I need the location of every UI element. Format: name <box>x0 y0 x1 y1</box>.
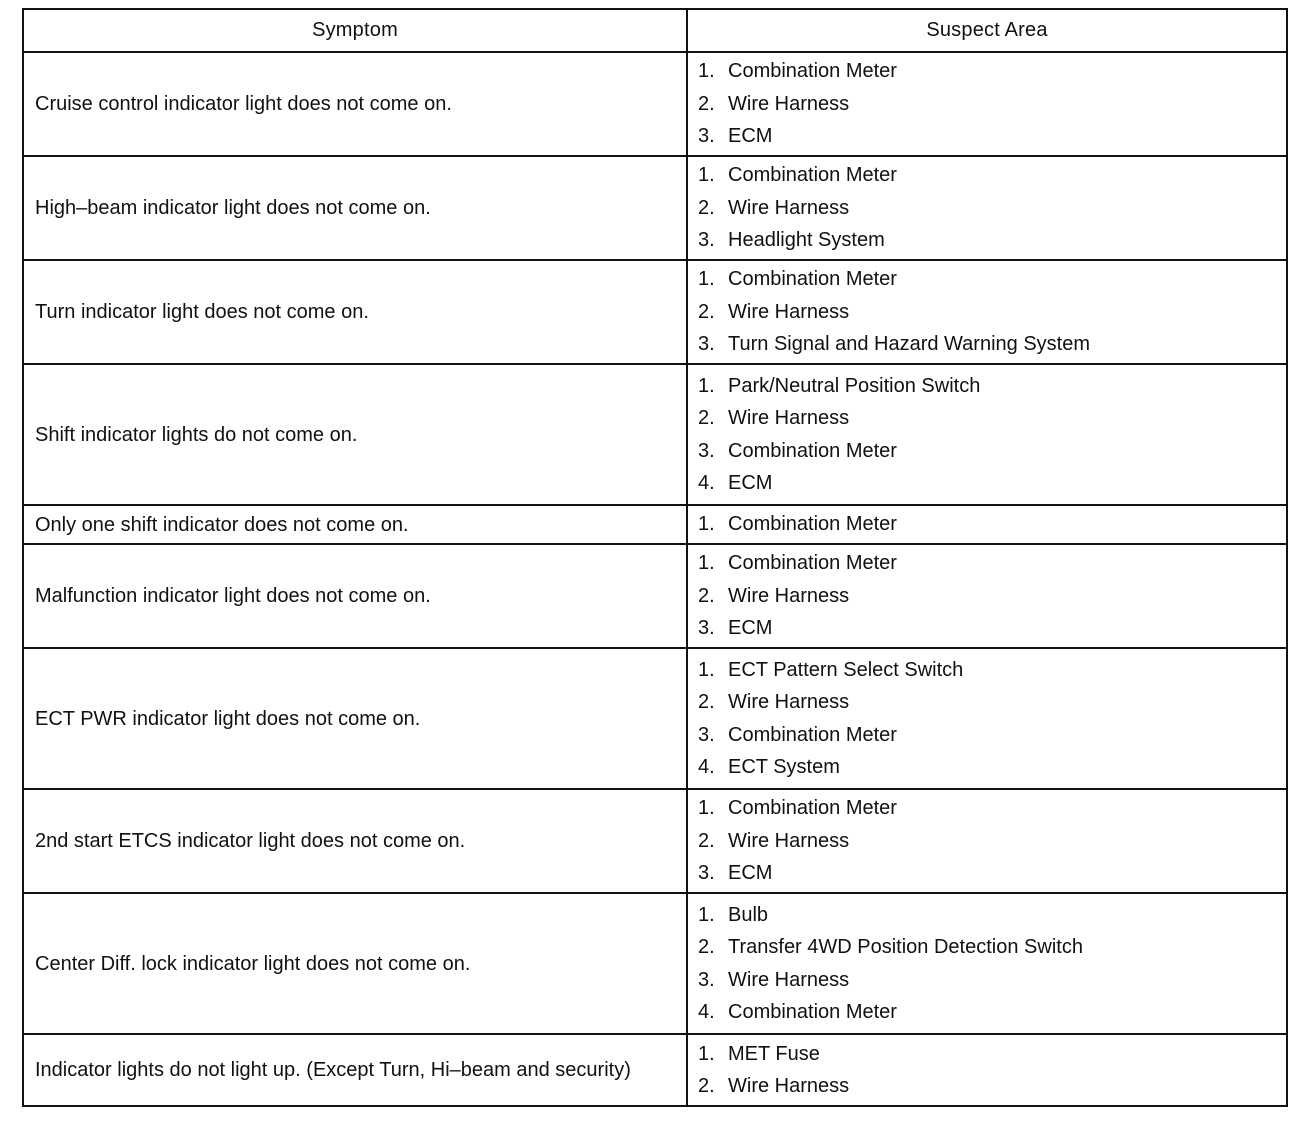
symptom-cell: Indicator lights do not light up. (Except Turn, Hi–beam and security) <box>23 1034 687 1106</box>
suspect-text: ECT Pattern Select Switch <box>728 658 964 681</box>
suspect-text: Wire Harness <box>728 407 850 429</box>
troubleshooting-sheet <box>22 8 1286 1107</box>
table-row <box>23 156 1287 260</box>
suspect-text: Headlight System <box>728 229 885 252</box>
suspect-number: 3. <box>698 229 715 252</box>
suspect-area-cell <box>687 893 1287 1034</box>
suspect-list <box>698 792 1286 890</box>
suspect-number: 1. <box>698 658 715 681</box>
suspect-text: Turn Signal and Hazard Warning System <box>728 333 1091 356</box>
suspect-number: 3. <box>698 333 715 356</box>
suspect-item <box>698 547 1286 580</box>
suspect-item <box>698 224 1286 257</box>
suspect-text: Wire Harness <box>728 196 850 219</box>
suspect-text: Combination Meter <box>728 60 897 83</box>
suspect-item <box>698 435 1286 468</box>
suspect-list <box>698 508 1286 541</box>
suspect-area-cell <box>687 505 1287 544</box>
symptom-cell: Only one shift indicator does not come on. <box>23 505 687 544</box>
suspect-text: Park/Neutral Position Switch <box>728 374 981 397</box>
table-row <box>23 52 1287 156</box>
suspect-number: 2. <box>698 92 715 115</box>
table-row <box>23 1034 1287 1106</box>
suspect-area-cell <box>687 156 1287 260</box>
suspect-item <box>698 719 1286 752</box>
suspect-item <box>698 263 1286 296</box>
suspect-text: ECT System <box>728 756 840 778</box>
suspect-item <box>698 508 1286 541</box>
suspect-text: ECM <box>728 472 773 494</box>
suspect-item <box>698 467 1286 500</box>
suspect-number: 1. <box>698 164 715 187</box>
suspect-number: 2. <box>698 691 715 713</box>
suspect-item <box>698 686 1286 719</box>
suspect-text: Combination Meter <box>728 723 897 746</box>
suspect-number: 1. <box>698 1042 715 1065</box>
table-row <box>23 260 1287 364</box>
suspect-text: Wire Harness <box>728 691 850 713</box>
suspect-text: Transfer 4WD Position Detection Switch <box>728 936 1083 958</box>
suspect-text: Combination Meter <box>728 439 897 462</box>
table-body <box>23 52 1287 1106</box>
suspect-text: Combination Meter <box>728 797 897 820</box>
suspect-item <box>698 192 1286 225</box>
suspect-list <box>698 263 1286 361</box>
suspect-item <box>698 1038 1286 1071</box>
suspect-item <box>698 55 1286 88</box>
suspect-number: 3. <box>698 439 715 462</box>
suspect-item <box>698 159 1286 192</box>
suspect-number: 3. <box>698 125 715 148</box>
suspect-text: Wire Harness <box>728 968 850 991</box>
suspect-item <box>698 751 1286 784</box>
table-row <box>23 544 1287 648</box>
suspect-area-cell <box>687 789 1287 893</box>
suspect-item <box>698 857 1286 890</box>
suspect-area-cell <box>687 1034 1287 1106</box>
suspect-number: 2. <box>698 1075 715 1097</box>
suspect-number: 3. <box>698 723 715 746</box>
suspect-number: 1. <box>698 552 715 575</box>
suspect-text: Wire Harness <box>728 1075 850 1097</box>
suspect-item <box>698 792 1286 825</box>
suspect-item <box>698 88 1286 121</box>
suspect-text: Wire Harness <box>728 584 850 607</box>
suspect-number: 3. <box>698 617 715 640</box>
suspect-text: Combination Meter <box>728 513 897 536</box>
suspect-text: Wire Harness <box>728 300 850 323</box>
table-row <box>23 505 1287 544</box>
suspect-number: 2. <box>698 407 715 429</box>
suspect-item <box>698 654 1286 687</box>
table-row <box>23 364 1287 505</box>
symptom-cell: Center Diff. lock indicator light does not come on. <box>23 893 687 1034</box>
suspect-number: 1. <box>698 903 715 926</box>
suspect-item <box>698 580 1286 613</box>
suspect-item <box>698 825 1286 858</box>
suspect-number: 3. <box>698 968 715 991</box>
table-row <box>23 789 1287 893</box>
suspect-area-column-header: Suspect Area <box>687 9 1287 52</box>
suspect-item <box>698 964 1286 997</box>
symptom-cell: High–beam indicator light does not come on. <box>23 156 687 260</box>
suspect-list <box>698 1038 1286 1103</box>
symptom-table <box>22 8 1288 1107</box>
symptom-cell: Malfunction indicator light does not come on. <box>23 544 687 648</box>
suspect-list <box>698 654 1286 784</box>
suspect-number: 1. <box>698 60 715 83</box>
suspect-number: 2. <box>698 936 715 958</box>
suspect-area-cell <box>687 260 1287 364</box>
suspect-list <box>698 55 1286 153</box>
symptom-cell: 2nd start ETCS indicator light does not come on. <box>23 789 687 893</box>
suspect-number: 2. <box>698 300 715 323</box>
suspect-number: 2. <box>698 829 715 852</box>
suspect-item <box>698 296 1286 329</box>
suspect-text: Combination Meter <box>728 268 897 291</box>
suspect-item <box>698 996 1286 1029</box>
suspect-number: 4. <box>698 1001 715 1023</box>
suspect-number: 2. <box>698 196 715 219</box>
symptom-cell: Shift indicator lights do not come on. <box>23 364 687 505</box>
suspect-number: 2. <box>698 584 715 607</box>
suspect-number: 3. <box>698 862 715 885</box>
suspect-number: 1. <box>698 513 715 536</box>
suspect-text: Bulb <box>728 903 769 926</box>
suspect-number: 4. <box>698 756 715 778</box>
suspect-item <box>698 612 1286 645</box>
suspect-number: 1. <box>698 374 715 397</box>
suspect-list <box>698 159 1286 257</box>
suspect-text: Combination Meter <box>728 164 897 187</box>
suspect-item <box>698 899 1286 932</box>
suspect-list <box>698 370 1286 500</box>
symptom-cell: ECT PWR indicator light does not come on. <box>23 648 687 789</box>
suspect-area-cell <box>687 648 1287 789</box>
suspect-text: ECM <box>728 125 773 148</box>
table-row <box>23 893 1287 1034</box>
suspect-item <box>698 370 1286 403</box>
suspect-text: Combination Meter <box>728 1001 897 1023</box>
suspect-text: ECM <box>728 862 773 885</box>
table-header-row <box>23 9 1287 52</box>
suspect-number: 4. <box>698 472 715 494</box>
symptom-cell: Turn indicator light does not come on. <box>23 260 687 364</box>
suspect-text: Combination Meter <box>728 552 897 575</box>
suspect-number: 1. <box>698 797 715 820</box>
suspect-item <box>698 931 1286 964</box>
suspect-item <box>698 120 1286 153</box>
suspect-list <box>698 547 1286 645</box>
suspect-area-cell <box>687 52 1287 156</box>
symptom-column-header: Symptom <box>23 9 687 52</box>
suspect-item <box>698 1070 1286 1103</box>
suspect-area-cell <box>687 364 1287 505</box>
suspect-area-cell <box>687 544 1287 648</box>
suspect-text: MET Fuse <box>728 1042 820 1065</box>
suspect-number: 1. <box>698 268 715 291</box>
suspect-list <box>698 899 1286 1029</box>
suspect-text: ECM <box>728 617 773 640</box>
suspect-text: Wire Harness <box>728 829 850 852</box>
suspect-item <box>698 402 1286 435</box>
suspect-text: Wire Harness <box>728 92 850 115</box>
table-row <box>23 648 1287 789</box>
suspect-item <box>698 328 1286 361</box>
symptom-cell: Cruise control indicator light does not come on. <box>23 52 687 156</box>
